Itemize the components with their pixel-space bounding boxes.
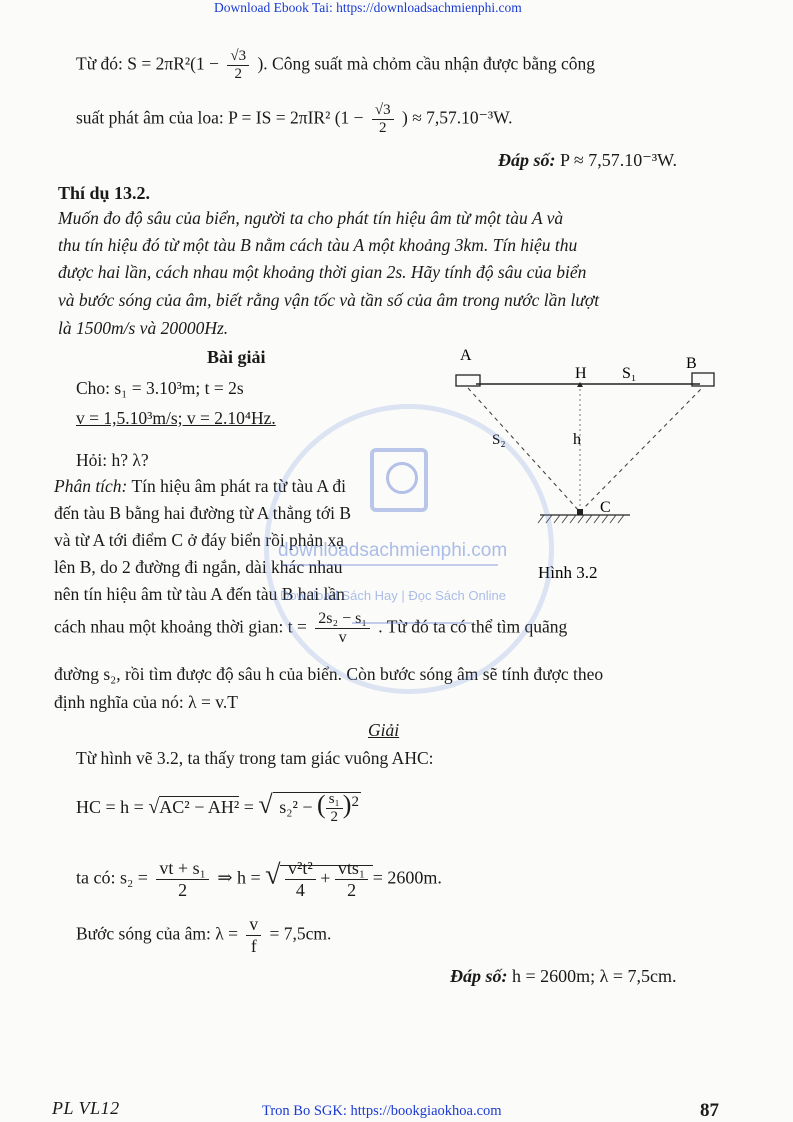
text-segment: = 2600m. [372, 867, 442, 888]
fraction [326, 791, 343, 826]
solution-line: Từ hình vẽ 3.2, ta thấy trong tam giác vuông AHC: [76, 748, 434, 768]
label-c: C [600, 499, 611, 516]
sqrt-sign: √ [148, 796, 160, 818]
text-segment: s₂² − [279, 797, 313, 817]
formula-s2-h [76, 858, 442, 901]
label-h: H [575, 365, 587, 382]
answer-line [498, 150, 677, 171]
problem-line: được hai lần, cách nhau một khoảng thời gian 2s. Hãy tính độ sâu của biển [58, 262, 587, 282]
numerator: √3 [372, 102, 394, 120]
label-s1: S₁ [622, 365, 637, 382]
analysis-line: đường s₂, rồi tìm được độ sâu h của biển. Còn bước sóng âm sẽ tính được theo [54, 664, 604, 684]
problem-line: Muốn đo độ sâu của biển, người ta cho phát tín hiệu âm từ một tàu A và [58, 208, 564, 228]
analysis-line: lên B, do 2 đường đi ngắn, dài khác nhau [54, 557, 343, 577]
denominator: 2 [178, 880, 188, 900]
numerator: v²t² [285, 858, 316, 880]
watermark-divider [282, 564, 498, 566]
text-line [76, 102, 512, 137]
watermark-ebook-icon [370, 448, 428, 512]
sqrt-sign: √ [265, 859, 281, 891]
numerator: 2s₂ − s₁ [315, 610, 370, 629]
text-segment: ) ≈ 7,57.10⁻³W. [402, 107, 513, 128]
label-a: A [460, 347, 472, 364]
text-segment: ). Công suất mà chỏm cầu nhận được bằng công [257, 53, 595, 74]
footer-book-code: PL VL12 [52, 1098, 120, 1118]
formula-hc [76, 790, 361, 826]
text-segment: Bước sóng của âm: λ = [76, 923, 238, 944]
analysis-line: nên tín hiệu âm từ tàu A đến tàu B hai lần [54, 584, 345, 604]
radicand: s₂² − ( $\frac{\text{s₁}}{2}$ )$^2$ [273, 792, 361, 817]
fraction [335, 858, 368, 901]
analysis-label: Phân tích: [54, 476, 128, 496]
denominator: 2 [347, 880, 357, 900]
denominator: 2 [234, 66, 242, 82]
ask-line: Hỏi: h? λ? [76, 450, 149, 470]
text-segment: HC = h = [76, 797, 144, 817]
text-segment: = [243, 797, 254, 817]
analysis-line: định nghĩa của nó: λ = v.T [54, 692, 238, 712]
fraction [372, 102, 394, 137]
numerator: s₁ [326, 791, 343, 809]
radicand: AC² − AH² [159, 797, 240, 817]
label-b: B [686, 355, 697, 372]
watermark-divider [352, 622, 472, 624]
given-line: v = 1,5.10³m/s; v = 2.10⁴Hz. [76, 408, 276, 428]
formula-wavelength [76, 914, 331, 957]
fraction [156, 858, 208, 901]
sqrt-sign: √ [258, 790, 273, 819]
example-title: Thí dụ 13.2. [58, 183, 151, 203]
watermark-site: downloadsachmienphi.com [278, 540, 508, 561]
denominator: 2 [379, 120, 387, 136]
numerator: v [246, 914, 261, 936]
text-segment: + [320, 867, 331, 888]
exponent: 2 [351, 794, 359, 810]
denominator: v [338, 629, 347, 646]
numerator: vts₁ [335, 858, 368, 880]
point-c-marker [577, 509, 583, 515]
radicand [280, 858, 372, 900]
given-line: Cho: s₁ = 3.10³m; t = 2s [76, 378, 244, 398]
answer-label: Đáp số: [498, 150, 556, 170]
text-line [76, 48, 595, 83]
analysis-line: đến tàu B bằng hai đường từ A thẳng tới B [54, 503, 352, 523]
text-segment: ⇒ h = [217, 867, 261, 888]
label-s2: S₂ [492, 432, 506, 448]
path-c-b [580, 388, 702, 512]
header-download-link[interactable]: Download Ebook Tai: https://downloadsachmienphi.com [214, 0, 522, 15]
fraction [285, 858, 316, 901]
fraction [246, 914, 261, 957]
answer-value: h = 2600m; λ = 7,5cm. [512, 966, 677, 986]
figure-caption: Hình 3.2 [538, 563, 598, 582]
denominator: 2 [330, 809, 338, 826]
watermark-tagline: Download Sách Hay | Đọc Sách Online [280, 588, 506, 603]
page-number: 87 [700, 1100, 719, 1121]
solution-title: Bài giải [207, 347, 266, 367]
text-segment: = 7,5cm. [269, 923, 332, 944]
numerator: √3 [227, 48, 249, 66]
text-segment: Từ đó: S = 2πR²(1 − [76, 53, 219, 74]
analysis-line: và từ A tới điểm C ở đáy biển rồi phản xạ [54, 530, 344, 550]
denominator: 4 [295, 880, 305, 900]
answer-line [450, 966, 677, 987]
answer-value: P ≈ 7,57.10⁻³W. [560, 150, 677, 170]
text-segment: ta có: s₂ = [76, 867, 148, 888]
answer-label: Đáp số: [450, 966, 508, 986]
footer-sgk-link[interactable]: Tron Bo SGK: https://bookgiaokhoa.com [262, 1103, 502, 1119]
text-segment: Tín hiệu âm phát ra từ tàu A đi [131, 476, 347, 496]
fraction [227, 48, 249, 83]
text-segment: suất phát âm của loa: P = IS = 2πIR² (1 − [76, 107, 364, 128]
problem-line: thu tín hiệu đó từ một tàu B nằm cách tàu A một khoảng 3km. Tín hiệu thu [58, 235, 578, 255]
text-segment: cách nhau một khoảng thời gian: t = [54, 616, 307, 637]
problem-line: là 1500m/s và 20000Hz. [58, 318, 229, 338]
giai-heading: Giải [368, 720, 400, 740]
problem-line: và bước sóng của âm, biết rằng vận tốc và tần số của âm trong nước lần lượt [58, 290, 600, 310]
numerator: vt + s₁ [156, 858, 208, 880]
denominator: f [250, 936, 257, 956]
text-segment: . Từ đó ta có thể tìm quãng [378, 616, 568, 637]
label-depth-h: h [573, 431, 581, 448]
